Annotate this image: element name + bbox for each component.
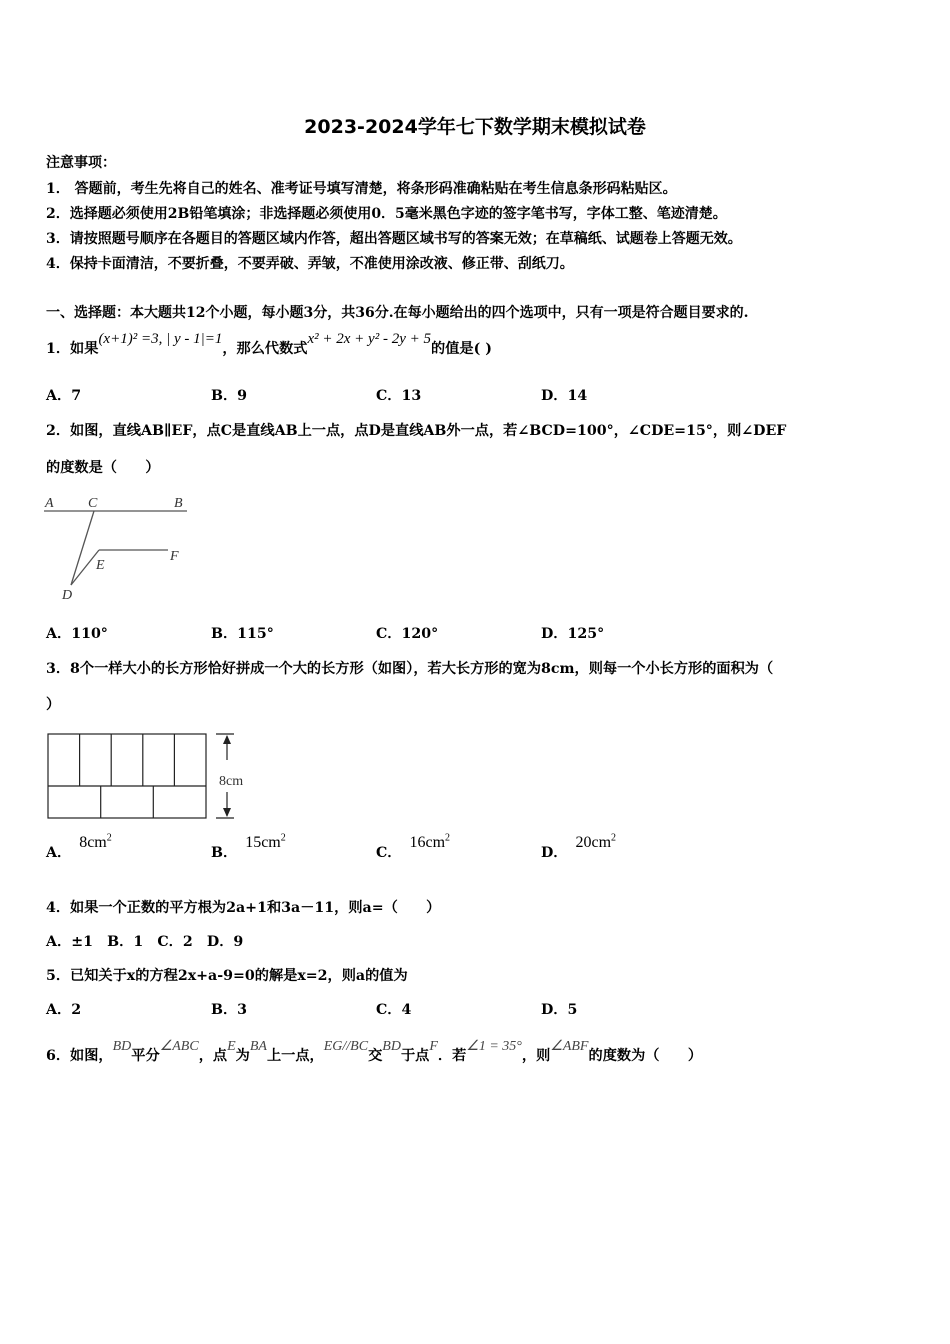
notice-item-4: 4．保持卡面清洁，不要折叠，不要弄破、弄皱，不准使用涂改液、修正带、刮纸刀。 [46, 256, 574, 272]
q1-option-a: A．7 [46, 388, 82, 404]
question-1 [46, 331, 492, 358]
q4-options: A．±1 B．1 C．2 D．9 [46, 934, 244, 950]
q3-option-b: B．$15cm^2$ [211, 832, 286, 861]
q1-option-b: B．9 [211, 388, 248, 404]
q1-condition: (x+1)² =3, | y - 1|=1 [98, 331, 223, 347]
section-heading: 一、选择题：本大题共12个小题，每小题3分，共36分.在每小题给出的四个选项中，只有一项是符合题目要求的. [46, 305, 749, 321]
q1-option-c: C．13 [376, 388, 422, 404]
q2-option-a: A．110° [46, 626, 108, 642]
label-a: A [45, 496, 54, 511]
q5-option-b: B．3 [211, 1002, 248, 1018]
segment-de [71, 550, 99, 585]
notice-item-2: 2．选择题必须使用2B铅笔填涂；非选择题必须使用0．5毫米黑色字迹的签字笔书写，字体工整、笔迹清楚。 [46, 206, 727, 222]
q1-expression: x² + 2x + y² - 2y + 5 [307, 331, 431, 347]
q2-option-d: D．125° [541, 626, 605, 642]
q3-option-c: C．$16cm^2$ [376, 832, 451, 861]
notice-item-1: 1． 答题前，考生先将自己的姓名、准考证号填写清楚，将条形码准确粘贴在考生信息条形码粘贴区。 [46, 181, 677, 197]
notice-item-3: 3．请按照题号顺序在各题目的答题区域内作答，超出答题区域书写的答案无效；在草稿纸、试题卷上答题无效。 [46, 231, 742, 247]
question-6: 6．如图，BD平分∠ABC，点E为BA上一点，EG//BC交BD于点F．若∠1 = 35°，则∠ABF的度数为（ ） [46, 1039, 703, 1064]
label-c: C [88, 496, 98, 511]
q5-option-d: D．5 [541, 1002, 578, 1018]
q2-text-line1: 2．如图，直线AB∥EF，点C是直线AB上一点，点D是直线AB外一点，若∠BCD=100°，∠CDE=15°，则∠DEF [46, 423, 787, 439]
label-b: B [174, 496, 183, 511]
q3-option-a: A．$8cm^2$ [46, 832, 112, 861]
q2-option-c: C．120° [376, 626, 439, 642]
notice-heading: 注意事项： [46, 155, 116, 171]
q3-text-line2: ） [46, 697, 61, 713]
label-f: F [170, 549, 179, 564]
q3-text-line1: 3．8个一样大小的长方形恰好拼成一个大的长方形（如图），若大长方形的宽为8cm，则每一个小长方形的面积为（ [46, 661, 774, 677]
width-label: 8cm [219, 774, 244, 789]
q1-mid: ，那么代数式 [222, 341, 308, 357]
q2-figure [40, 490, 200, 605]
q3-option-d: D．$20cm^2$ [541, 832, 617, 861]
q5-text: 5．已知关于x的方程2x+a-9=0的解是x=2，则a的值为 [46, 968, 408, 984]
q3-figure [44, 728, 259, 823]
q1-suffix: 的值是( ) [431, 341, 492, 357]
label-e: E [96, 558, 105, 573]
q4-text: 4．如果一个正数的平方根为2a+1和3a－11，则a=（ ） [46, 900, 441, 916]
label-d: D [62, 588, 73, 603]
q1-prefix: 1．如果 [46, 341, 99, 357]
page-title: 2023-2024学年七下数学期末模拟试卷 [304, 116, 646, 138]
big-rectangle [48, 734, 206, 818]
q2-option-b: B．115° [211, 626, 274, 642]
segment-cd [71, 511, 94, 585]
q5-option-c: C．4 [376, 1002, 412, 1018]
q1-option-d: D．14 [541, 388, 588, 404]
q5-option-a: A．2 [46, 1002, 82, 1018]
q2-text-line2: 的度数是（ ） [46, 460, 160, 476]
arrow-up-icon [223, 735, 231, 744]
arrow-down-icon [223, 808, 231, 817]
